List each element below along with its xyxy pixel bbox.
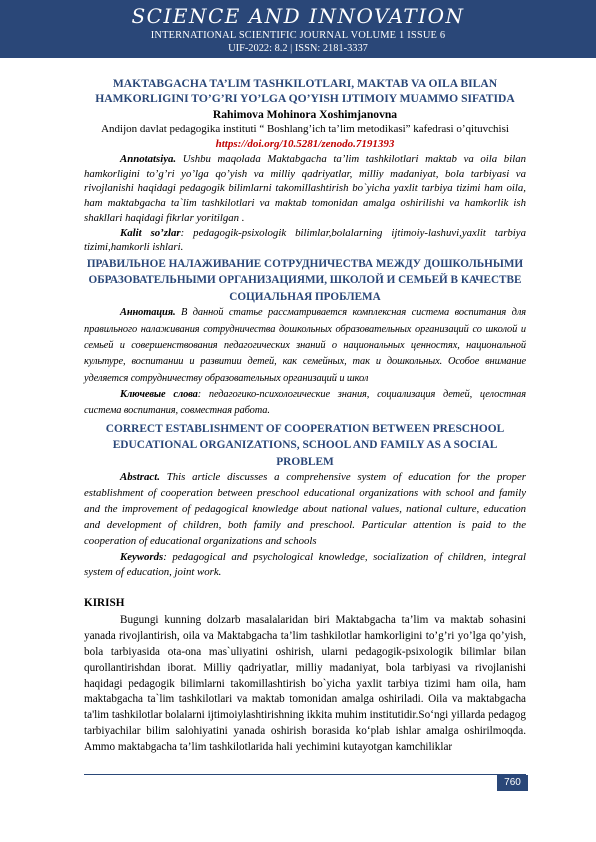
journal-issn: UIF-2022: 8.2 | ISSN: 2181-3337 [228, 43, 368, 54]
keywords-en-label: Keywords [120, 550, 164, 563]
keywords-uz-text: : pedagogik-psixologik bilimlar,bolalarning ijtimoiy-lashuvi,yaxlit tarbiya tizimi,hamkorli ishlari. [84, 226, 526, 254]
article-title-ru: ПРАВИЛЬНОЕ НАЛАЖИВАНИЕ СОТРУДНИЧЕСТВА МЕЖДУ ДОШКОЛЬНЫМИ ОБРАЗОВАТЕЛЬНЫМИ ОРГАНИЗАЦИЯМИ, ШКОЛОЙ И СЕМЬЕЙ В КАЧЕСТВЕ СОЦИАЛЬНАЯ ПРОБЛЕМА [86, 257, 524, 303]
keywords-ru-text: : педагогико-психологические знания, социализация детей, целостная система воспитания, совместная работа. [84, 388, 526, 417]
keywords-uz-label: Kalit so’zlar [120, 226, 181, 239]
footer-rule [84, 774, 526, 775]
page-number: 760 [497, 775, 528, 791]
article-title-en: CORRECT ESTABLISHMENT OF COOPERATION BETWEEN PRESCHOOL EDUCATIONAL ORGANIZATIONS, SCHOOL AND FAMILY AS A SOCIAL PROBLEM [105, 422, 505, 468]
keywords-ru [84, 387, 526, 420]
abstract-ru [84, 305, 526, 386]
author-name: Rahimova Mohinora Xoshimjanovna [212, 108, 398, 121]
journal-title: SCIENCE AND INNOVATION [131, 4, 465, 28]
section-spacer [84, 581, 526, 596]
journal-subtitle: INTERNATIONAL SCIENTIFIC JOURNAL VOLUME 1 ISSUE 6 [150, 30, 446, 41]
abstract-en [84, 470, 526, 550]
keywords-en [84, 550, 526, 582]
keywords-ru-label: Ключевые слова [120, 388, 198, 400]
article-content [84, 76, 526, 756]
abstract-ru-label: Аннотация. [120, 307, 176, 319]
abstract-uz-label: Annotatsiya. [120, 153, 177, 165]
abstract-en-text: This article discusses a comprehensive system of education for the proper establishment of cooperation between preschool educational organizations with school and family and the improvement of pedagogical knowledge about national values, national culture, education and development of children, both family and preschool. Particular attention is paid to the cooperation of educational organizations and schools [84, 471, 526, 547]
abstract-uz-text: Ushbu maqolada Maktabgacha ta’lim tashkilotlari maktab va oila bilan hamkorligini to’g’ri yo’lga qo’yish va milliy qadriyatlar, milliy madaniyat, bola tarbiyasi va rivojlanishi haqidagi pedagogik bilimlarni takomillashtirish bo`yicha yaxlit tarbiya tizimi ham oila, ham maktabgacha ta`lim tashkilotlari va maktab tomonidan amalga oshirilishi va hamkorlik ish shakllari haqidagi fikrlar yoritilgan . [84, 153, 526, 224]
section-heading-introduction: KIRISH [84, 597, 125, 610]
keywords-en-text: : pedagogical and psychological knowledge, socialization of children, integral system of education, joint work. [84, 550, 526, 579]
abstract-en-label: Abstract. [120, 471, 160, 483]
journal-header-banner [0, 0, 596, 58]
abstract-ru-text: В данной статье рассматривается комплексная система воспитания для правильного налаживания сотрудничества дошкольных образовательных организаций со школой и семьей и совершенствования педагогических знаний о национальных ценностях, национальной культуре, воспитании и развитии детей, как семейных, так и дошкольных. Особое внимание уделяется сотрудничеству образовательных организаций и школ [84, 307, 526, 384]
doi-link[interactable]: https://doi.org/10.5281/zenodo.7191393 [215, 138, 395, 150]
author-affiliation: Andijon davlat pedagogika instituti “ Boshlang’ich ta’lim metodikasi” kafedrasi o’qituvchisi [101, 123, 509, 135]
keywords-uz [84, 226, 526, 255]
abstract-uz [84, 152, 526, 226]
article-title-uz: MAKTABGACHA TA’LIM TASHKILOTLARI, MAKTAB VA OILA BILAN HAMKORLIGINI TO’G’RI YO’LGA QO’YISH IJTIMOIY MUAMMO SIFATIDA [95, 77, 515, 105]
body-paragraph: Bugungi kunning dolzarb masalalaridan biri Maktabgacha ta’lim va maktab sohasini yanada rivojlantirish, oila va Maktabgacha ta’lim tashkilotlar hamkorligini to’g’ri yo’lga qo’yish, bola tarbiyasida ota-ona mas`uliyatini oshirish, ularni pedagogik-psixologik bilimlar bilan qurollantirishdan iborat. Milliy qadriyatlar, milliy madaniyat, bola tarbiyasi va rivojlanishi haqidagi pedagogik bilimlarni takomillashtirish bo`yicha yaxlit tarbiya tizimi ham oila, ham maktabgacha ta`lim tashkilotlari va maktab tomonidan amalga oshiriladi. Oila va maktabgacha ta'lim tashkilotlar bolalarni ijtimoiylashtirishning ikkita muhim institutidir.So‘ngi yillarda pedagog tarbiyachilar bilim salohiyatini yanada oshirish borasida ko‘plab ishlar amalga oshirilmoqda. Ammo maktabgacha ta’lim tashkilotlarida hali yechimini kutayotgan kamchiliklar [84, 614, 526, 753]
